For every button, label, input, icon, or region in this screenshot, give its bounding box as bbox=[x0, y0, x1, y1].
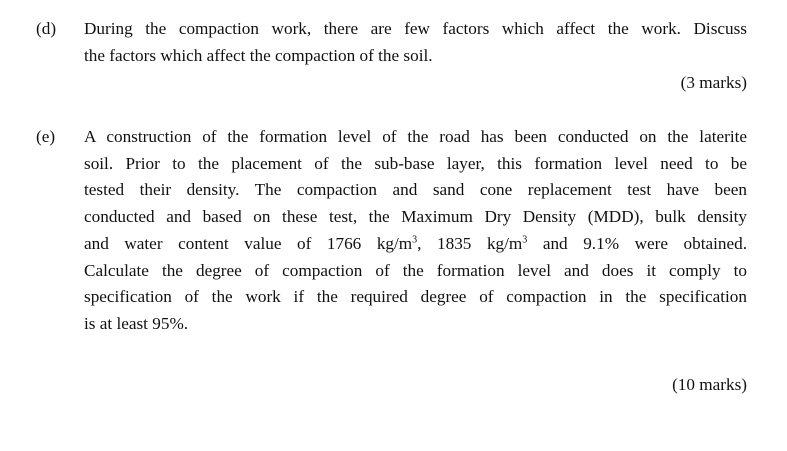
text-line: specification of the work if the required degree of compaction in the specification bbox=[84, 287, 747, 307]
text-line: During the compaction work, there are few factors which affect the work. Discuss bbox=[84, 19, 747, 38]
text-line: is at least 95%. bbox=[84, 313, 189, 333]
text-line: A construction of the formation level of the road has been conducted on the laterite bbox=[84, 127, 747, 146]
question-d bbox=[36, 16, 747, 69]
text-line: the factors which affect the compaction of the soil. bbox=[84, 45, 433, 65]
question-text bbox=[84, 124, 747, 338]
question-text bbox=[84, 16, 747, 69]
text-segment: , 1835 kg/m bbox=[417, 233, 523, 253]
question-label: (d) bbox=[36, 19, 57, 38]
marks-label: (10 marks) bbox=[672, 375, 747, 394]
question-e bbox=[36, 124, 747, 338]
superscript: 3 bbox=[522, 234, 528, 246]
text-segment: and water content value of 1766 kg/m bbox=[84, 233, 413, 253]
text-line-with-units bbox=[84, 231, 747, 258]
text-line: conducted and based on these test, the Maximum Dry Density (MDD), bulk density bbox=[84, 207, 747, 227]
text-line: soil. Prior to the placement of the sub-base layer, this formation level need to be bbox=[84, 153, 747, 173]
question-label: (e) bbox=[36, 127, 56, 146]
text-segment: and 9.1% were obtained. bbox=[527, 233, 747, 253]
text-line: tested their density. The compaction and sand cone replacement test have been bbox=[84, 180, 747, 200]
text-line: Calculate the degree of compaction of the formation level and does it comply to bbox=[84, 260, 747, 280]
marks-label: (3 marks) bbox=[680, 73, 747, 92]
superscript: 3 bbox=[412, 234, 418, 246]
